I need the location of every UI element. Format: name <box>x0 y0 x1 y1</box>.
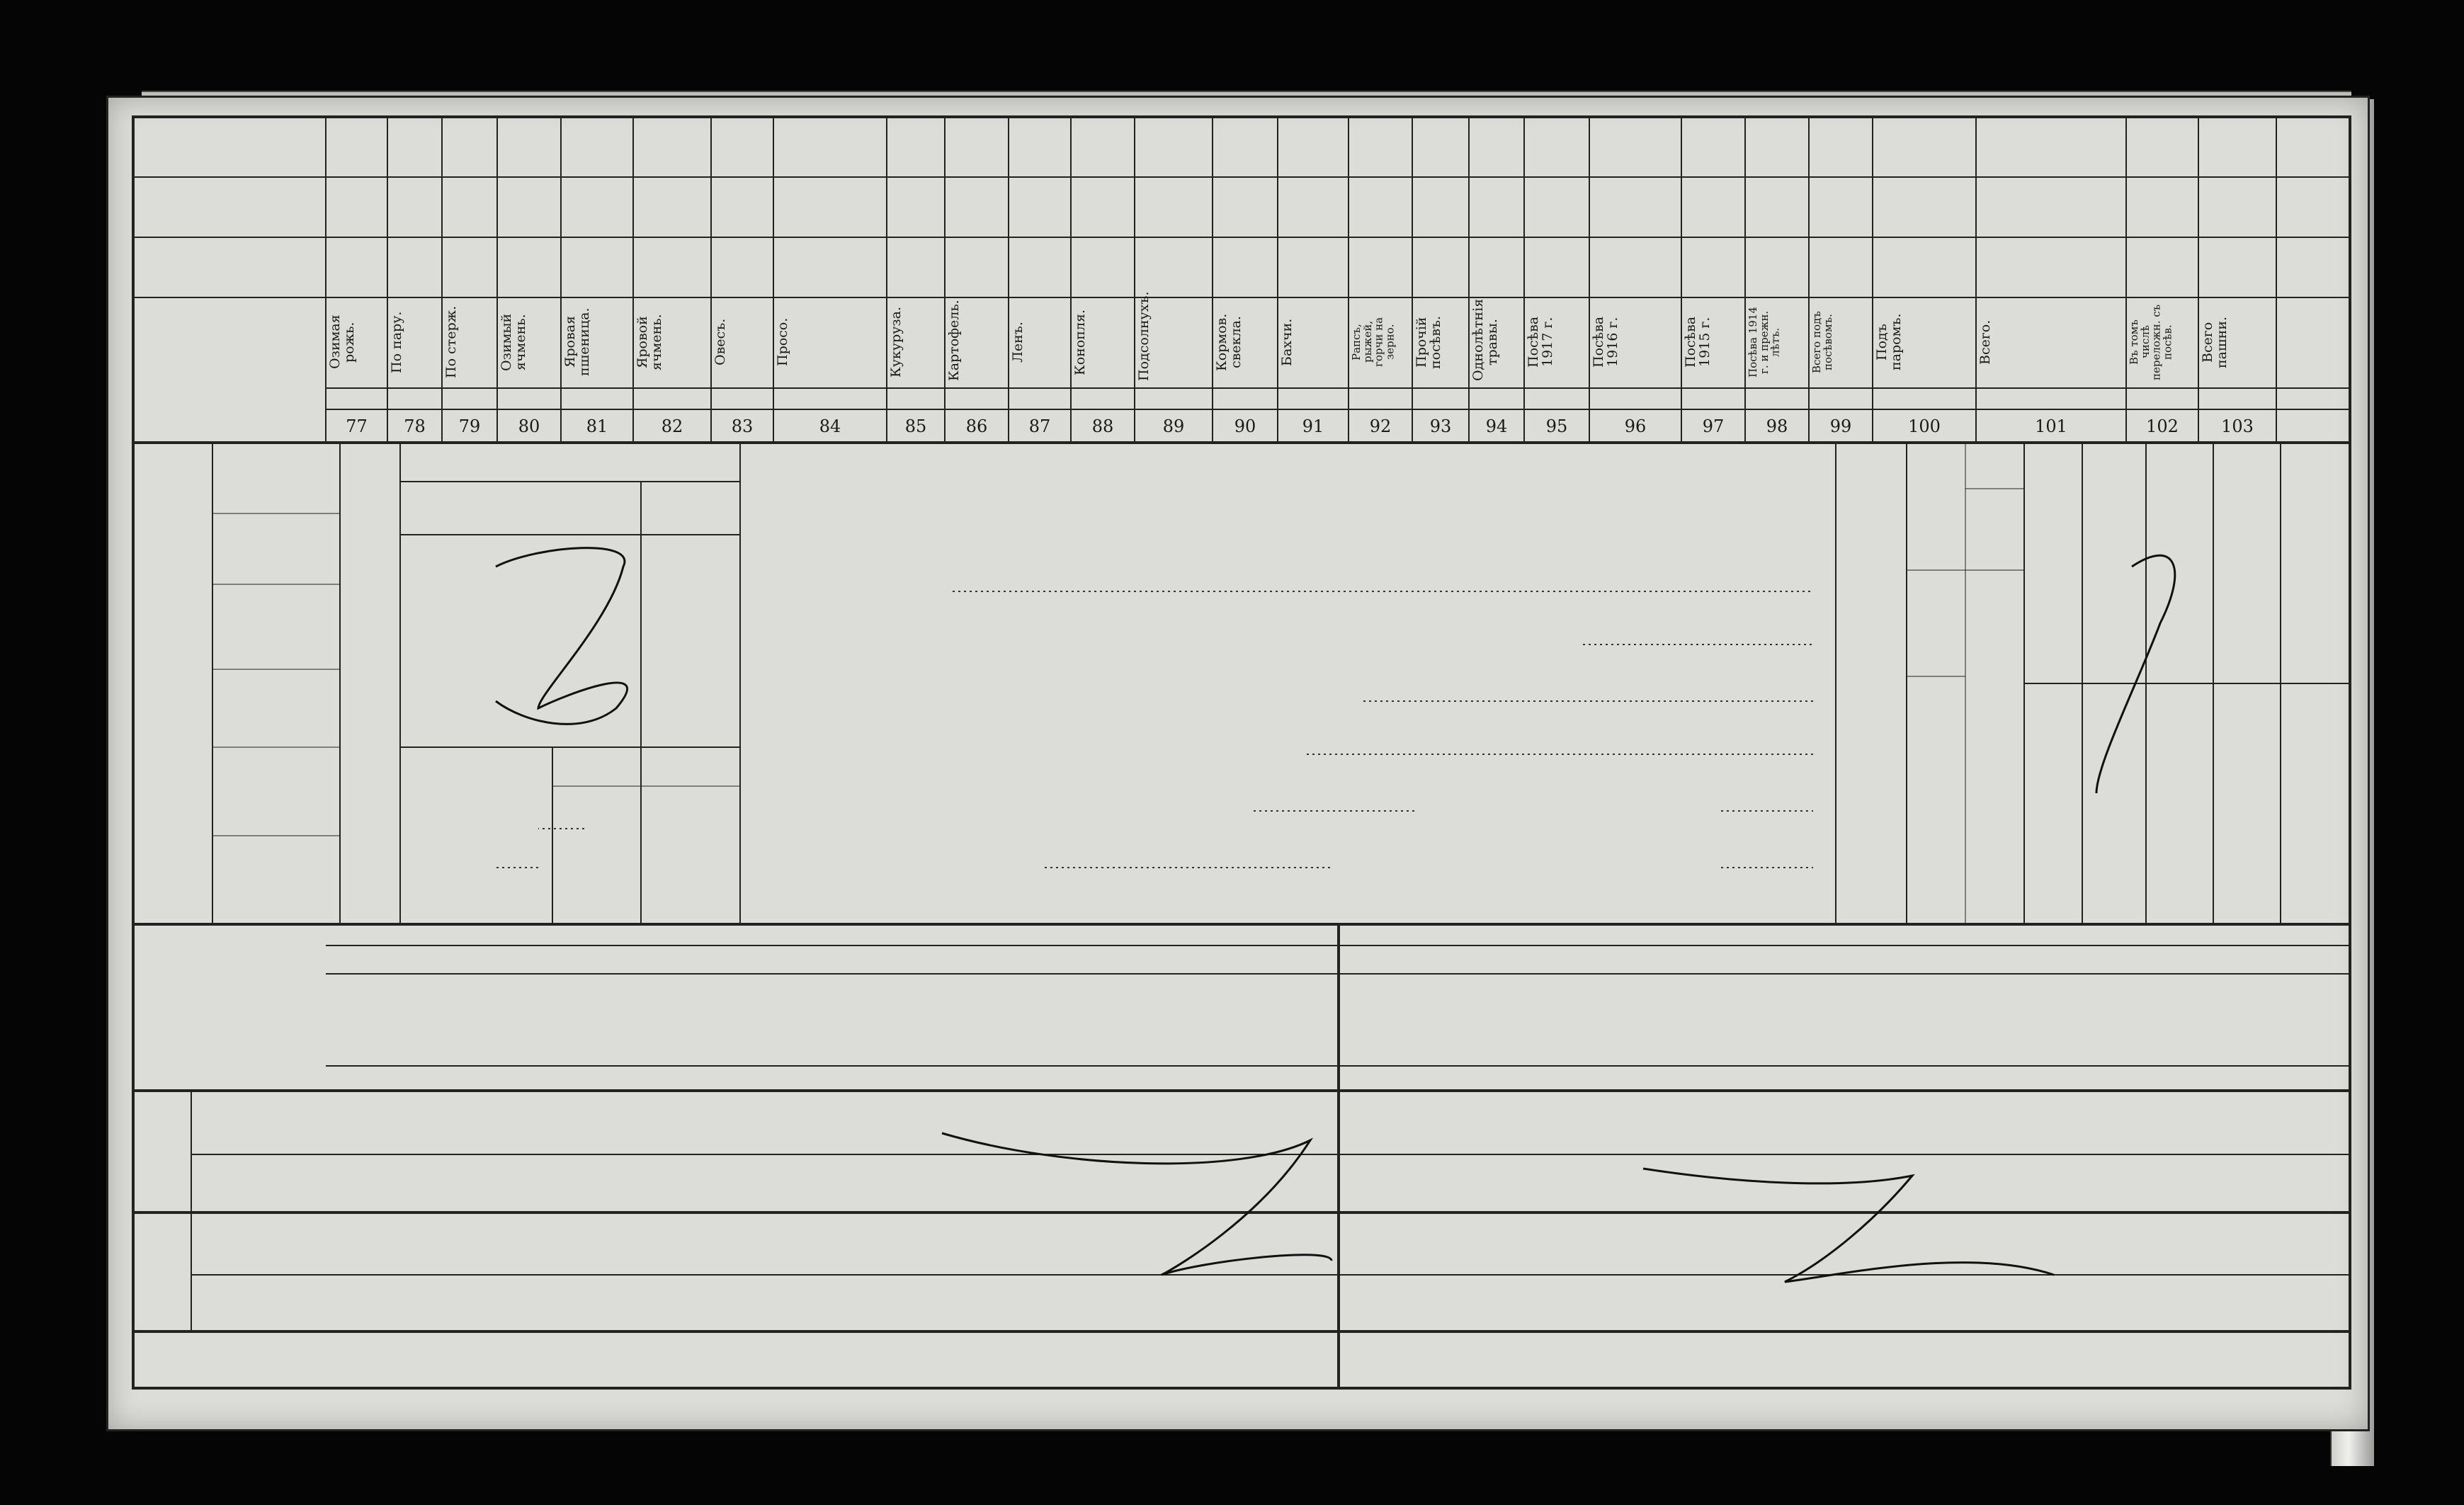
top-col-number-99: 99 <box>1829 416 1852 436</box>
top-col-number-91: 91 <box>1302 416 1324 436</box>
top-col-header-79: По стерж. <box>443 305 459 379</box>
top-col-number-102: 102 <box>2146 416 2179 436</box>
top-col-header-102: Въ томъ числѣ переложн. съ посѣв. <box>2128 304 2174 380</box>
top-col-number-83: 83 <box>731 416 754 436</box>
top-col-number-89: 89 <box>1162 416 1185 436</box>
top-col-header-98: Посѣва 1914 г. и прежн. лѣтъ. <box>1747 307 1782 377</box>
top-col-header-92: Рапсъ, рыжей, горчи на зерно. <box>1350 317 1397 368</box>
top-col-header-89: Подсолнухъ. <box>1136 291 1152 381</box>
top-col-number-94: 94 <box>1485 416 1508 436</box>
top-col-number-103: 103 <box>2221 416 2254 436</box>
top-col-header-99: Всего подъ посѣвомъ. <box>1810 311 1834 373</box>
top-col-number-97: 97 <box>1702 416 1725 436</box>
top-col-number-81: 81 <box>586 416 608 436</box>
top-col-header-93: Прочій посѣвъ. <box>1414 315 1443 369</box>
top-col-number-93: 93 <box>1429 416 1452 436</box>
top-col-header-95: Посѣва 1917 г. <box>1526 316 1555 368</box>
top-col-header-83: Овесъ. <box>712 318 728 366</box>
top-col-number-80: 80 <box>518 416 540 436</box>
top-col-number-88: 88 <box>1091 416 1114 436</box>
top-col-number-100: 100 <box>1908 416 1941 436</box>
top-col-header-88: Конопля. <box>1072 309 1088 375</box>
top-col-header-94: Однолѣтнія травы. <box>1470 298 1500 381</box>
top-col-header-78: По пару. <box>389 311 404 373</box>
top-col-number-98: 98 <box>1766 416 1788 436</box>
top-col-header-87: Ленъ. <box>1010 322 1026 363</box>
top-col-number-77: 77 <box>346 416 368 436</box>
top-col-number-84: 84 <box>819 416 841 436</box>
top-col-header-96: Посѣва 1916 г. <box>1591 316 1620 368</box>
top-col-header-85: Кукуруза. <box>888 307 904 378</box>
top-col-number-87: 87 <box>1028 416 1051 436</box>
top-col-header-80: Озимый ячмень. <box>499 313 528 371</box>
top-col-number-101: 101 <box>2035 416 2067 436</box>
top-col-number-90: 90 <box>1234 416 1256 436</box>
top-col-header-77: Озимая рожь. <box>327 314 357 370</box>
top-col-header-103: Всего пашни. <box>2200 316 2230 368</box>
top-col-header-84: Просо. <box>775 317 790 367</box>
top-col-number-86: 86 <box>965 416 988 436</box>
top-col-number-92: 92 <box>1369 416 1392 436</box>
top-col-number-82: 82 <box>661 416 683 436</box>
top-col-number-85: 85 <box>904 416 927 436</box>
top-col-number-95: 95 <box>1545 416 1568 436</box>
top-col-header-91: Бахчи. <box>1279 318 1295 366</box>
top-col-header-101: Всего. <box>1977 319 1993 365</box>
top-col-header-86: Картофель. <box>946 300 962 381</box>
top-col-number-79: 79 <box>458 416 481 436</box>
top-col-header-82: Яровой ячмень. <box>635 314 664 370</box>
top-col-header-100: Подъ паромъ. <box>1874 313 1904 371</box>
top-col-header-90: Кормов. свекла. <box>1214 313 1244 371</box>
top-col-number-96: 96 <box>1624 416 1647 436</box>
top-col-header-97: Посѣва 1915 г. <box>1683 316 1713 368</box>
top-col-header-81: Яровая пшеница. <box>562 307 592 377</box>
top-col-number-78: 78 <box>404 416 426 436</box>
